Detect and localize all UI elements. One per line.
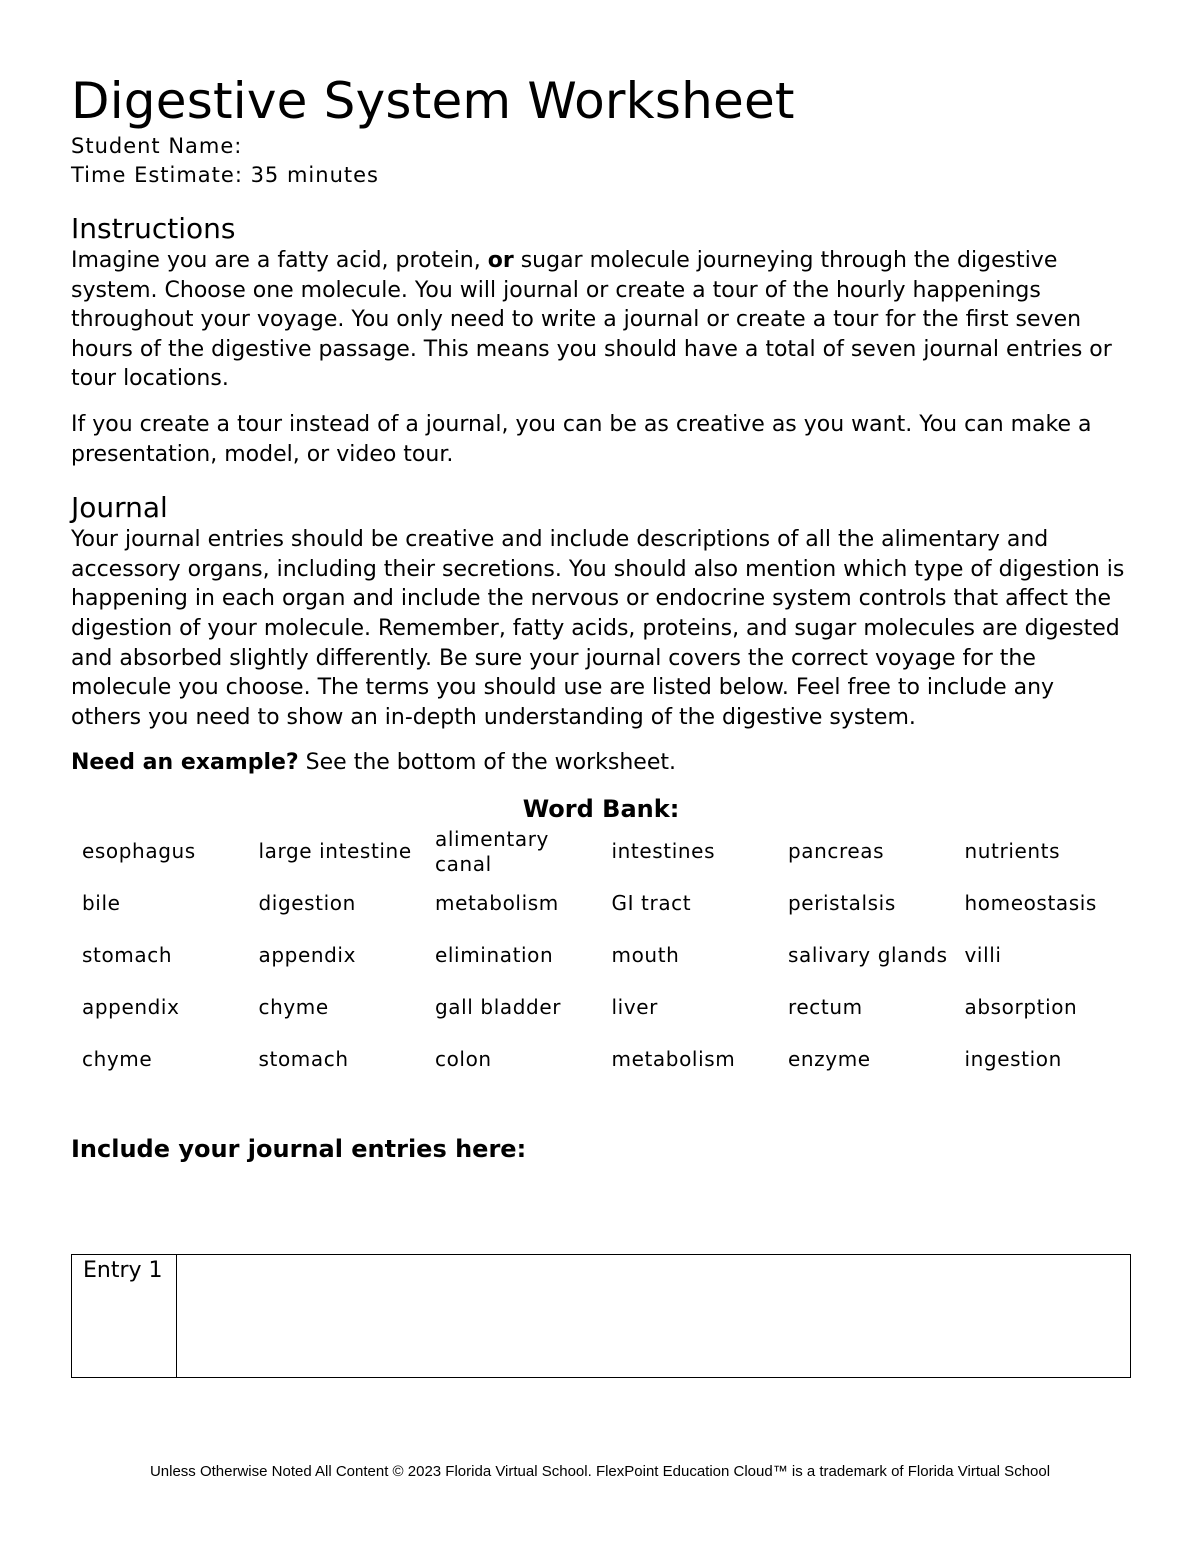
example-note-text: See the bottom of the worksheet. (298, 750, 676, 776)
word-bank-term: pancreas (788, 839, 885, 864)
word-bank-term: gall bladder (435, 995, 562, 1020)
word-bank-term: enzyme (788, 1047, 871, 1072)
word-bank-term: mouth (611, 943, 680, 968)
journal-heading: Journal (71, 491, 168, 525)
word-bank-term: stomach (258, 1047, 349, 1072)
word-bank-term: appendix (82, 995, 180, 1020)
word-bank-term: appendix (258, 943, 357, 968)
word-bank-term: colon (435, 1047, 492, 1072)
word-bank-term: esophagus (82, 839, 196, 864)
word-bank-term: liver (611, 995, 658, 1020)
word-bank-term: metabolism (435, 891, 559, 916)
worksheet-page (71, 70, 1131, 1283)
student-name-label: Student Name: (71, 134, 243, 158)
word-bank-term: GI tract (611, 891, 692, 916)
copyright-footer: Unless Otherwise Noted All Content © 2023 Florida Virtual School. FlexPoint Education Cloud™ is a trademark of Florida Virtual School (149, 1463, 1051, 1480)
instructions-text-start: Imagine you are a fatty acid, protein, (71, 248, 488, 273)
instructions-text-end: sugar molecule journeying through the digestive system. Choose one molecule. You will journal or create a tour of the hourly happenings throughout your voyage. You only need to write a journal or create a tour for the first seven hours of the digestive passage. This means you should have a total of seven journal entries or tour locations. (71, 248, 1112, 392)
page-title: Digestive System Worksheet (71, 72, 795, 130)
word-bank-term: peristalsis (788, 891, 896, 916)
word-bank-term: bile (82, 891, 121, 916)
word-bank-table (71, 826, 1131, 1086)
word-bank-term: intestines (611, 839, 716, 864)
word-bank-term: homeostasis (964, 891, 1097, 916)
word-bank-term: absorption (964, 995, 1078, 1020)
journal-entry-table (71, 1254, 1131, 1378)
journal-entries-heading: Include your journal entries here: (71, 1134, 527, 1163)
word-bank-term: chyme (82, 1047, 153, 1072)
example-note-bold: Need an example? (71, 750, 299, 776)
word-bank-term: nutrients (964, 839, 1061, 864)
word-bank-term: chyme (258, 995, 329, 1020)
tour-paragraph: If you create a tour instead of a journal, you can be as creative as you want. You can make a presentation, model, or video tour. (71, 411, 1092, 467)
word-bank-term: large intestine (258, 839, 412, 864)
word-bank-term: digestion (258, 891, 356, 916)
entry-1-input-area[interactable] (177, 1255, 1130, 1377)
word-bank-term: villi (964, 943, 1002, 968)
entry-label: Entry 1 (72, 1255, 177, 1377)
word-bank-term: stomach (82, 943, 173, 968)
time-estimate: Time Estimate: 35 minutes (71, 163, 379, 187)
word-bank-term: salivary glands (788, 943, 948, 968)
instructions-heading: Instructions (71, 212, 236, 245)
example-note (71, 748, 1131, 778)
word-bank-term: elimination (435, 943, 554, 968)
journal-paragraph: Your journal entries should be creative and include descriptions of all the alimentary and accessory organs, including their secretions. You should also mention which type of digestion is happening in each organ and include the nervous or endocrine system controls that affect the digestion of your molecule. Remember, fatty acids, proteins, and sugar molecules are digested and absorbed slightly differently. Be sure your journal covers the correct voyage for the molecule you choose. The terms you should use are listed below. Feel free to include any others you need to show an in-depth understanding of the digestive system. (71, 527, 1125, 730)
instructions-paragraph (71, 246, 1131, 394)
word-bank-term: alimentary canal (435, 826, 549, 876)
word-bank-term: ingestion (964, 1047, 1062, 1072)
instructions-or-emphasis: or (487, 248, 514, 273)
word-bank-term: rectum (788, 995, 863, 1020)
word-bank-term: metabolism (611, 1047, 736, 1072)
word-bank-title: Word Bank: (522, 794, 680, 823)
